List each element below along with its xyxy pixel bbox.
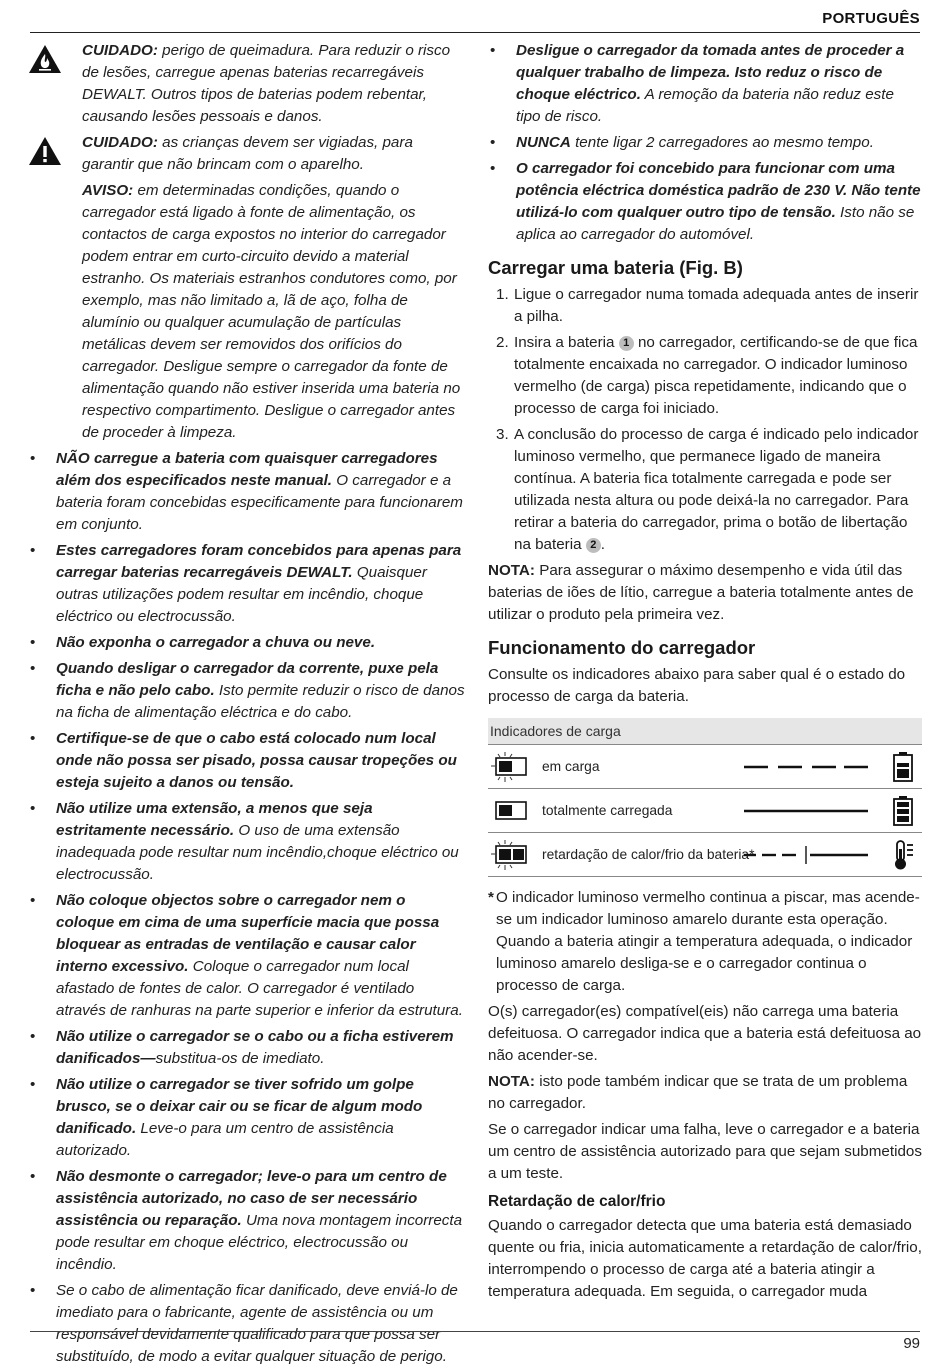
step-item: 2. Insira a bateria 1 no carregador, certificando-se de que fica totalmente encaixada no carregador. O indicador luminoso vermelho (de carga) pisca repetidamente, indicando que o processo de carga foi iniciado. <box>496 334 918 417</box>
dashed-then-solid-pattern-icon <box>744 845 868 865</box>
footnote: * O indicador luminoso vermelho continua a piscar, mas acende-se um indicador luminoso amarelo durante esta operação. Quando a bateria atingir a temperatura adequada, o indicador luminoso amarelo desliga-se e o carregador continua o processo de carga. <box>488 889 920 994</box>
header-rule <box>30 32 920 33</box>
para-defective-battery: O(s) carregador(es) compatível(eis) não carrega uma bateria defeituosa. O carregador indica que a bateria está defeituosa ao não acender-se. <box>488 1003 922 1064</box>
charger-solid-icon <box>490 795 530 827</box>
thermometer-icon <box>892 839 914 871</box>
aviso-label: AVISO: <box>82 182 134 199</box>
charge-steps <box>488 284 922 556</box>
list-item: • Não utilize o carregador se o cabo ou a ficha estiverem danificados—substitua-os de imediato. <box>28 1026 465 1070</box>
warning-children <box>28 132 465 176</box>
indicator-row-charging <box>488 744 922 788</box>
list-item: • NUNCA tente ligar 2 carregadores ao mesmo tempo. <box>488 132 922 154</box>
list-item: • Quando desligar o carregador da corrente, puxe pela ficha e não pelo cabo. Isto permite reduzir o risco de danos na ficha de alimentação eléctrica e do cabo. <box>28 658 465 724</box>
function-text: Consulte os indicadores abaixo para saber qual é o estado do processo de carga da bateria. <box>488 666 906 705</box>
para-fault: Se o carregador indicar uma falha, leve o carregador e a bateria um centro de assistência autorizado para que sejam submetidos a um teste. <box>488 1121 922 1182</box>
list-item: • Não coloque objectos sobre o carregador nem o coloque em cima de uma superfície macia que possa bloquear as entradas de ventilação e causar calor interno excessivo. Coloque o carregador num local afastado de fontes de calor. O carregador é ventilado através de ranhuras na parte superior e inferior da estrutura. <box>28 890 465 1022</box>
exclamation-warning-icon <box>28 136 62 166</box>
indicator-label: totalmente carregada <box>542 803 673 818</box>
list-item: • Não exponha o carregador a chuva ou neve. <box>28 632 465 654</box>
step-item: 1. Ligue o carregador numa tomada adequada antes de inserir a pilha. <box>496 286 919 325</box>
indicator-row-full <box>488 788 922 832</box>
battery-full-icon <box>892 795 914 827</box>
list-item: • Não utilize o carregador se tiver sofrido um golpe brusco, se o deixar cair ou se ficar de algum modo danificado. Leve-o para um centro de assistência autorizado. <box>28 1074 465 1162</box>
warning-children-text: as crianças devem ser vigiadas, para garantir que não brincam com o aparelho. <box>82 134 413 173</box>
aviso-text: em determinadas condições, quando o carregador está ligado à fonte de alimentação, os contactos de carga expostos no interior do carregador podem entrar em curto-circuito devido a material estranho. Os materiais estranhos condutores como, por exemplo, mas não limitado a, lã de aço, folha de alumínio ou qualquer acumulação de partículas metálicas devem ser removidos dos orifícios do carregador. Desligue sempre o carregador da fonte de alimentação quando não estiver inserida uma bateria no respectivo compartimento. Desligue o carregador antes de proceder à limpeza. <box>82 182 461 441</box>
indicators-header: Indicadores de carga <box>488 718 922 744</box>
charge-heading: Carregar uma bateria (Fig. B) <box>488 257 743 278</box>
list-item: • Estes carregadores foram concebidos para apenas para carregar baterias recarregáveis DEWALT. Quaisquer outras utilizações podem resultar em incêndio, choque eléctrico ou electrocussão. <box>28 540 465 628</box>
list-item: • Não utilize uma extensão, a menos que seja estritamente necessário. O uso de uma extensão inadequada pode resultar num incêndio,choque eléctrico ou electrocussão. <box>28 798 465 886</box>
left-column <box>28 40 465 1372</box>
page-number: 99 <box>903 1335 920 1352</box>
language-header: PORTUGUÊS <box>822 10 920 27</box>
aviso-note <box>28 180 465 444</box>
left-safety-list <box>28 448 465 1368</box>
indicator-label: retardação de calor/frio da bateria* <box>542 847 755 862</box>
battery-charging-icon <box>892 751 914 783</box>
callout-number: 1 <box>619 336 634 351</box>
callout-number: 2 <box>586 538 601 553</box>
list-item: • O carregador foi concebido para funcionar com uma potência eléctrica doméstica padrão de 230 V. Não tente utilizá-lo com qualquer outro tipo de tensão. Isto não se aplica ao carregador do automóvel. <box>488 158 922 246</box>
note-charger-problem: NOTA: isto pode também indicar que se trata de um problema no carregador. <box>488 1073 908 1112</box>
list-item: • NÃO carregue a bateria com quaisquer carregadores além dos especificados neste manual. O carregador e a bateria foram concebidas especificamente para funcionarem em conjunto. <box>28 448 465 536</box>
warning-burn-text: perigo de queimadura. Para reduzir o risco de lesões, carregue apenas baterias recarregáveis DEWALT. Outros tipos de baterias podem rebentar, causando lesões pessoais e danos. <box>82 42 451 125</box>
function-heading: Funcionamento do carregador <box>488 637 756 658</box>
dashed-pattern-icon <box>744 757 868 777</box>
delay-heading: Retardação de calor/frio <box>488 1193 666 1210</box>
warning-children-label: CUIDADO: <box>82 134 158 151</box>
indicator-label: em carga <box>542 759 600 774</box>
indicator-row-delay <box>488 832 922 876</box>
solid-pattern-icon <box>744 801 868 821</box>
list-item: • Se o cabo de alimentação ficar danificado, deve enviá-lo de imediato para o fabricante, agente de assistência ou um responsável devidamente qualificado para que possa ser substituído, de modo a evitar qualquer situação de perigo. <box>28 1280 465 1368</box>
note-lithium: NOTA: Para assegurar o máximo desempenho e vida útil das baterias de iões de lítio, carregue a bateria totalmente antes de utilizar o produto pela primeira vez. <box>488 562 914 623</box>
right-safety-list <box>488 40 922 246</box>
warning-burn <box>28 40 465 128</box>
fire-warning-icon <box>28 44 62 74</box>
warning-burn-label: CUIDADO: <box>82 42 158 59</box>
footer-rule <box>30 1331 920 1332</box>
charger-dual-led-icon <box>490 839 530 871</box>
right-column <box>488 40 922 1307</box>
step-item: 3. A conclusão do processo de carga é indicado pelo indicador luminoso vermelho, que permanece ligado de maneira contínua. A bateria fica totalmente carregada e pode ser utilizada nesta altura ou pode deixá-la no carregador. Para retirar a bateria do carregador, prima o botão de libertação na bateria 2 . <box>496 426 919 553</box>
list-item: • Desligue o carregador da tomada antes de proceder a qualquer trabalho de limpeza. Isto reduz o risco de choque eléctrico. A remoção da bateria não reduz este tipo de risco. <box>488 40 922 128</box>
list-item: • Certifique-se de que o cabo está colocado num local onde não possa ser pisado, possa causar tropeções ou esteja sujeito a danos ou tensão. <box>28 728 465 794</box>
charger-blinking-icon <box>490 751 530 783</box>
list-item: • Não desmonte o carregador; leve-o para um centro de assistência autorizado, no caso de ser necessário assistência ou reparação. Uma nova montagem incorrecta pode resultar em choque eléctrico, electrocussão ou incêndio. <box>28 1166 465 1276</box>
delay-text: Quando o carregador detecta que uma bateria está demasiado quente ou fria, inicia automaticamente a retardação de calor/frio, interrompendo o processo de carga até a bateria atingir a temperatura adequada. Em seguida, o carregador muda <box>488 1217 922 1300</box>
charge-indicators-table <box>488 718 922 877</box>
